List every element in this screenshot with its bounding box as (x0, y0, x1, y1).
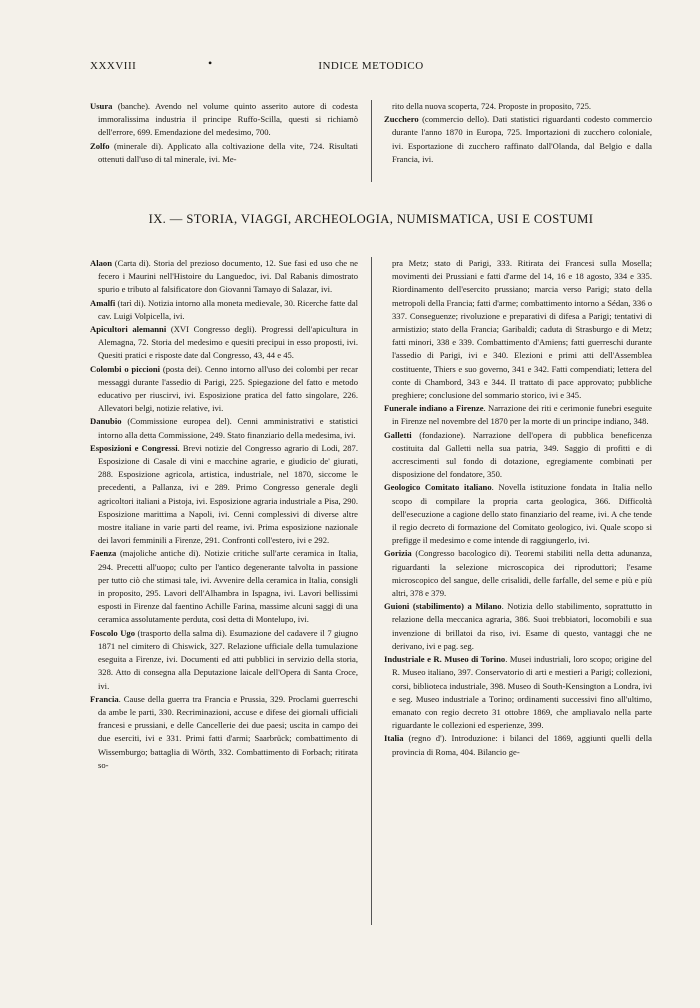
entry-text: (trasporto della salma di). Esumazione del cadavere il 7 giugno 1871 nel cimitero di Chiswick, 327. Relazione ufficiale della tumulazione eseguita a Firenze, ivi. Documenti ed atti pubblici in servizio della storia, 328. Atto di consegna alla Deputazione laicale dell'Opera di Santa Croce, ivi. (98, 627, 358, 691)
entry-head: Zucchero (384, 114, 419, 125)
column-rule (371, 100, 372, 182)
index-entry (384, 547, 652, 600)
entry-text: . Novella istituzione fondata in Italia nello scopo di compilare la propria carta geologica, 366. Difficoltà dell'esecuzione a cagione dello stato finanziario del reame, ivi. A che tende il regio decreto di formazione del Comitato geologico, ivi. Quale scopo si prefigge il medesimo e come intende di raggiungerlo, ivi. (392, 482, 652, 546)
entry-head: Francia (90, 693, 119, 704)
entry-text: (banche). Avendo nel volume quinto asserito autore di codesta immoralissima industria il principe Ruffo-Scilla, questi si richiamò dell'errore, 699. Emendazione del medesimo, 700. (98, 101, 358, 138)
entry-text: (Commissione europea del). Cenni amministrativi e statistici intorno alla detta Commissione, 249. Stato finanziario della medesima, ivi. (98, 416, 358, 440)
entry-text: rito della nuova scoperta, 724. Proposte in proposito, 725. (392, 101, 592, 111)
entry-text: (commercio dello). Dati statistici riguardanti codesto commercio durante l'anno 1870 in Europa, 725. Importazioni di zucchero coloniale, ivi. Esportazione di zucchero raffinato dall'Olanda, dal Belgio e dalla Francia, ivi. (392, 114, 652, 164)
index-entry (90, 140, 358, 166)
entry-head: Danubio (90, 416, 122, 427)
index-entry (384, 402, 652, 428)
top-left-column (90, 100, 358, 166)
index-entry (90, 442, 358, 548)
index-entry (384, 600, 652, 653)
index-entry (90, 415, 358, 441)
index-entry (384, 481, 652, 547)
index-entry (90, 257, 358, 297)
entry-text: . Notizia dello stabilimento, soprattutto in relazione della meccanica agraria, 386. Suoi trebbiatori, locomobili e sua invenzione di brillatoi da riso, ivi. Esame di questo, vantaggi che ne derivano, ivi e pag. seg. (392, 601, 652, 651)
entry-text: . Musei industriali, loro scopo; origine del R. Museo italiano, 397. Conservatorio di arti e mestieri a Parigi; collezioni, corsi, biblioteca industriale, 398. Museo di South-Kensington a Londra, ivi e seg. Museo industriale a Torino; ordinamenti successivi fino all'ultimo, emanato con regio decreto 31 ottobre 1869, che ampliavalo nella parte riguardante le collezioni ed esperienze, 399. (392, 654, 652, 731)
index-entry (90, 363, 358, 416)
entry-text: pra Metz; stato di Parigi, 333. Ritirata dei Francesi sulla Mosella; movimenti dei Prussiani e fatti d'arme del 14, 16 e 18 agosto, 334 e 335. Riordinamento dell'esercito prussiano; marcia verso Parigi; stato della metropoli della Francia; fatti d'arme; combattimento intorno a Sédan, 336 o 337. Conseguenze; rivoluzione e preparativi di difesa a Parigi; tentativi di armistizio; stato della Francia; Garibaldi; caduta di Strasburgo e di Metz; fatti minori, 338 e 339. Combattimento d'Amiens; fatti guerreschi durante l'assedio di Parigi, ivi e 340. Elezioni e primi atti dell'Assemblea costituente, Thiers e suo governo, 341 e 342. Fatti compendiati; lettera del conte di Chambord, 343 e 344. Il trattato di pace approvato; pubbliche preghiere; conclusione del sommario storico, ivi e 345. (392, 258, 652, 401)
entry-head: Amalfi (90, 297, 116, 308)
entry-text: (Congresso bacologico di). Teoremi stabiliti nella detta adunanza, riguardanti la selezione microscopica dei riproduttori; l'esame microscopico del sangue, delle crisalidi, delle farfalle, del seme e più e più altri, 378 e 379. (392, 548, 652, 599)
index-entry-continued (384, 100, 652, 113)
index-entry (90, 323, 358, 363)
entry-head: Guioni (stabilimento) a Milano (384, 601, 502, 612)
index-entry (90, 297, 358, 323)
entry-head: Italia (384, 733, 404, 744)
entry-head: Gorizia (384, 548, 412, 559)
entry-head: Foscolo Ugo (90, 627, 136, 638)
running-head (90, 56, 652, 76)
entry-head: Industriale e R. Museo di Torino (384, 654, 506, 665)
index-entry (384, 113, 652, 166)
entry-head: Esposizioni e Congressi (90, 442, 178, 453)
index-entry (90, 693, 358, 772)
section-title: IX. — STORIA, VIAGGI, ARCHEOLOGIA, NUMISMATICA, USI E COSTUMI (148, 212, 594, 226)
entry-head: Zolfo (90, 140, 110, 151)
entry-head: Usura (90, 101, 113, 111)
entry-head: Geologico Comitato italiano (384, 482, 492, 493)
entry-head: Colombi o piccioni (90, 363, 161, 374)
entry-text: (XVI Congresso degli). Progressi dell'apicultura in Alemagna, 72. Storia del medesimo e quesiti precipui in esso proposti, ivi. Quesiti pratici e risposte date dal Congresso, 43, 44 e 45. (98, 324, 358, 361)
entry-text: (fondazione). Narrazione dell'opera di pubblica beneficenza costituita dal Galletti nella sua patria, 349. Saggio di profitti e di accrescimenti sul fondo di dotazione, egregiamente combinati per disposizione del fondatore, 350. (392, 429, 652, 480)
entry-text: . Brevi notizie del Congresso agrario di Lodi, 287. Esposizione di Casale di vini e macchine agrarie, e giudicio de' giurati, 288. Esposizione agricola, artistica, industriale, nel 1870, siccome le precedenti, a Pallanza, ivi e 289. Primo Congresso generale degli agricoltori italiani a Pistoja, ivi. Esposizione agraria industriale a Pisa, 290. Esposizione marittima a Napoli, ivi. Cenni complessivi di diverse altre mostre italiane in varie parti del reame, ivi. Prima esposizione nazionale dei lavori femminili a Firenze, 291. Confronti coll'estero, ivi e 292. (98, 442, 358, 546)
entry-head: Apicultori alemanni (90, 324, 167, 335)
entry-text: (regno d'). Introduzione: i bilanci del 1869, aggiunti quelli della provincia di Roma, 404. Bilancio ge- (392, 733, 652, 757)
index-entry (384, 732, 652, 758)
index-entry (384, 429, 652, 482)
entry-text: (minerale di). Applicato alla coltivazione della vite, 724. Risultati ottenuti dall'uso di tal minerale, ivi. Me- (98, 140, 358, 164)
index-entry (90, 100, 358, 140)
entry-head: Galletti (384, 429, 412, 440)
header-dot: • (208, 56, 213, 70)
entry-head: Alaon (90, 258, 112, 268)
index-entry (90, 627, 358, 693)
entry-text: (majoliche antiche di). Notizie critiche sull'arte ceramica in Italia, 294. Precetti all'uopo; culto per l'antico degenerante talvolta in passione per tutto ciò che stimasi tale, ivi. Avvenire della ceramica in Italia, consigli in proposito, 295. Lavori dell'Alhambra in Ispagna, ivi. Lavori bellissimi esposti in Firenze dal faentino Achille Farina, massime alcuni saggi di una ceramica assolutamente perduta, così detta di Montelupo, ivi. (98, 548, 358, 625)
entry-text: (posta dei). Cenno intorno all'uso dei colombi per recar messaggi durante l'assedio di Parigi, 225. Spiegazione del fatto e metodo educativo per riuscirvi, ivi. Esposizione pratica del fatto singolare, 226. Allevatori belgi, notizie relative, ivi. (98, 363, 358, 414)
main-left-column (90, 257, 358, 772)
index-entry (384, 653, 652, 732)
index-entry (90, 547, 358, 626)
entry-text: . Narrazione dei riti e cerimonie funebri eseguite in Firenze nel novembre del 1870 per la morte di un principe indiano, 348. (392, 403, 652, 427)
entry-text: . Cause della guerra tra Francia e Prussia, 329. Proclami guerreschi da ambe le parti, 330. Recriminazioni, accuse e difese dei giornali ufficiali francesi e prussiani, e delle Cancellerie dei due paesi; uscita in campo dei due eserciti, ivi e 331. Primi fatti d'armi; Saarbrück; combattimento di Wissemburgo; battaglia di Wörth, 332. Combattimento di Forbach; ritirata so- (98, 693, 358, 770)
running-title: INDICE METODICO (318, 60, 424, 72)
entry-head: Funerale indiano a Firenze (384, 403, 484, 414)
entry-text: (Carta di). Storia del prezioso documento, 12. Sue fasi ed uso che ne fecero i Maurini nell'Histoire du Languedoc, ivi. Dal Rabanis dimostrato spurio e tributo al falsificatore don Giovanni Tamayo di Salazar, ivi. (98, 258, 358, 295)
index-entry-continued (384, 257, 652, 402)
column-rule (371, 257, 372, 925)
entry-head: Faenza (90, 548, 117, 559)
page-number: XXXVIII (90, 60, 137, 72)
top-right-column (384, 100, 652, 166)
entry-text: (tarì di). Notizia intorno alla moneta medievale, 30. Ricerche fatte dal cav. Luigi Volpicella, ivi. (98, 297, 358, 321)
main-right-column (384, 257, 652, 772)
